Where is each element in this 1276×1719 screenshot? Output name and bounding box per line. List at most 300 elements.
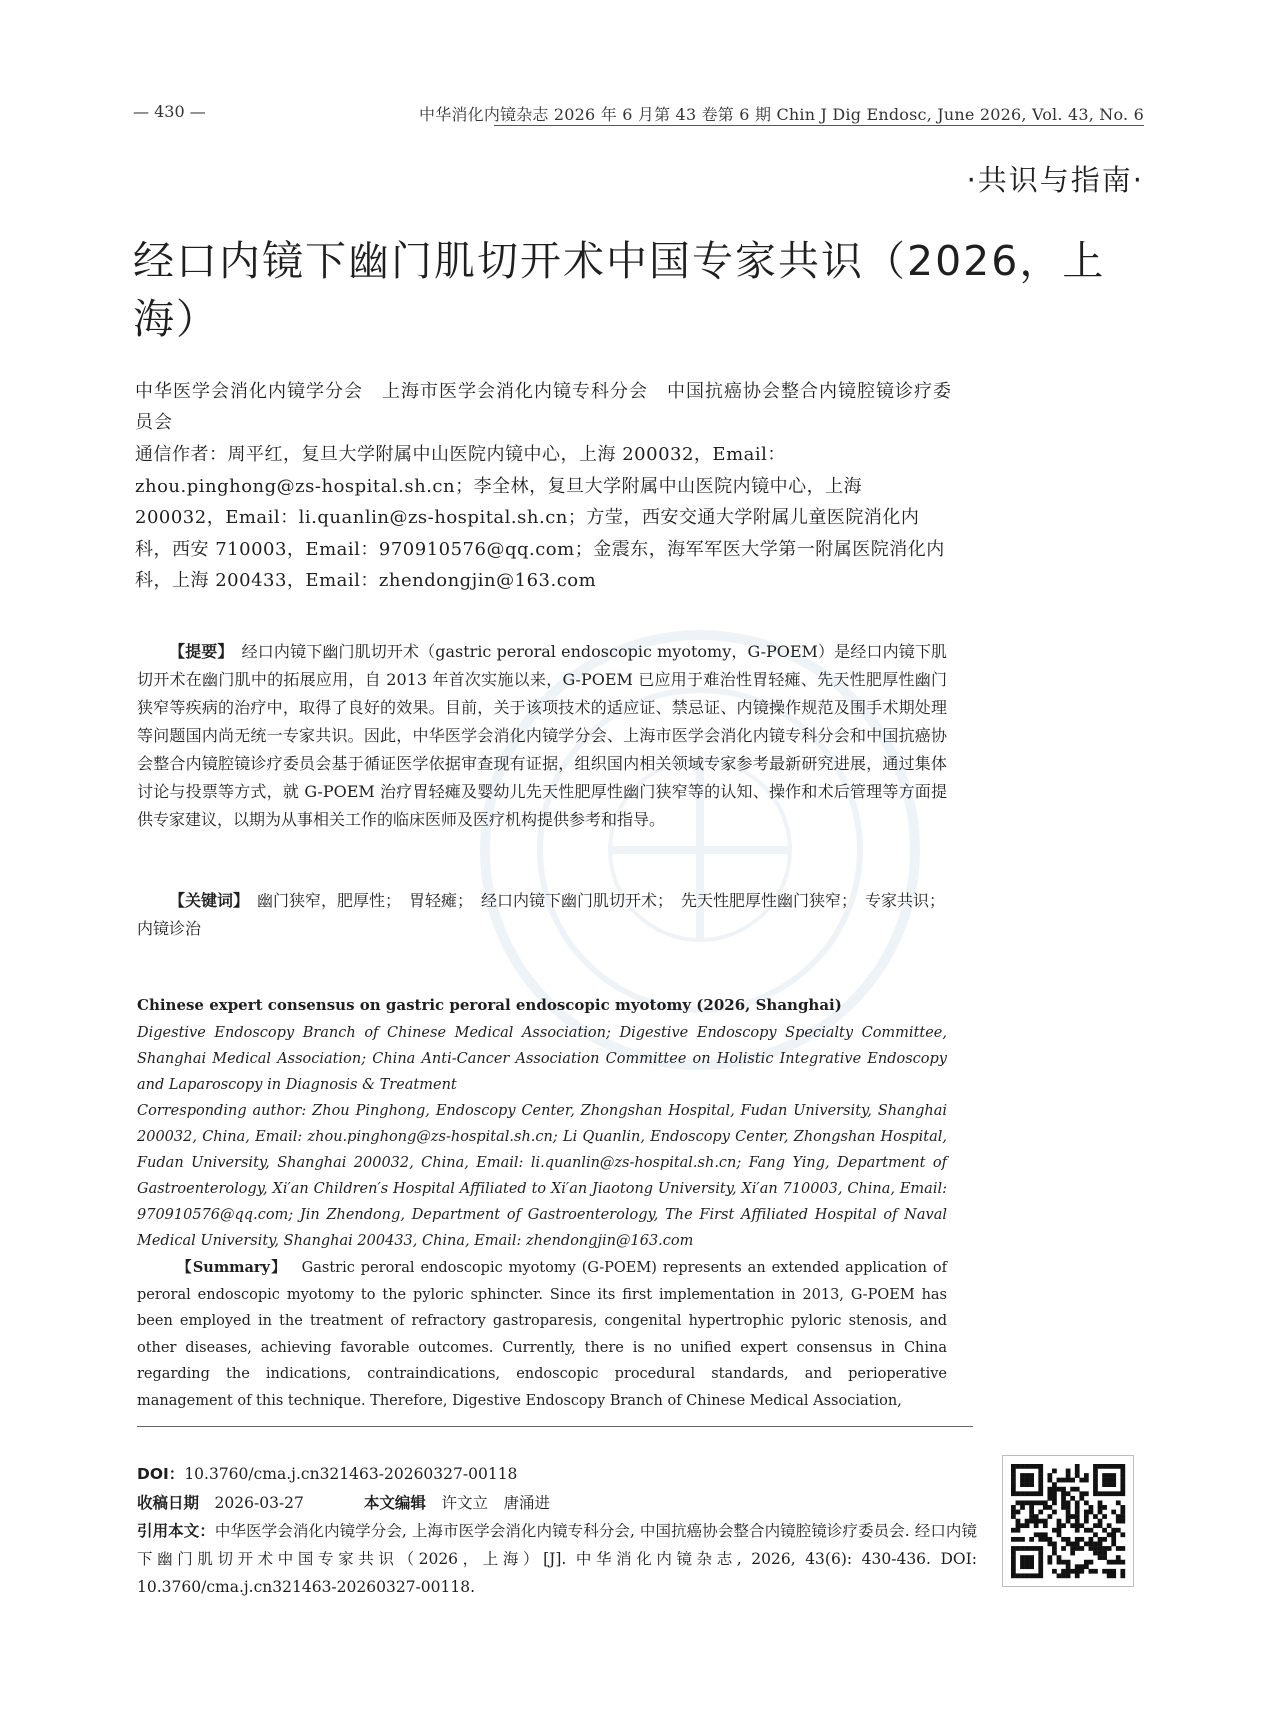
qr-module [1020,1537,1025,1542]
qr-module [1116,1514,1121,1519]
qr-module [1111,1537,1116,1542]
qr-module [1057,1573,1062,1578]
qr-module [1057,1560,1062,1565]
qr-module [1102,1546,1107,1551]
qr-module [1061,1569,1066,1574]
qr-module [1107,1473,1112,1478]
qr-module [1079,1546,1084,1551]
qr-module [1120,1478,1125,1483]
qr-module [1047,1537,1052,1542]
qr-module [1038,1487,1043,1492]
qr-module [1070,1551,1075,1556]
qr-module [1047,1514,1052,1519]
qr-module [1098,1523,1103,1528]
qr-module [1025,1464,1030,1469]
qr-module [1075,1573,1080,1578]
qr-module [1029,1537,1034,1542]
qr-module [1066,1510,1071,1515]
chinese-abstract [137,638,947,834]
qr-module [1047,1496,1052,1501]
qr-module [1029,1473,1034,1478]
qr-module [1111,1510,1116,1515]
qr-module [1070,1514,1075,1519]
qr-module [1052,1487,1057,1492]
qr-module [1052,1528,1057,1533]
qr-module [1070,1569,1075,1574]
qr-module [1111,1560,1116,1565]
qr-module [1075,1546,1080,1551]
summary-text: Gastric peroral endoscopic myotomy (G-POEM) represents an extended application of peroral endoscopic myotomy to the pyloric sphincter. Since its first implementation in 2013, G-POEM has been employed in the treatment of refractory gastroparesis, congenital hypertrophic pyloric stenosis, and other diseases, achieving favorable outcomes. Currently, there is no unified expert consensus in China regarding the indications, contraindications, endoscopic procedural standards, and perioperative management of this technique. Therefore, Digestive Endoscopy Branch of Chinese Medical Association, [137,1260,947,1409]
qr-module [1093,1491,1098,1496]
qr-module [1011,1469,1016,1474]
qr-module [1025,1519,1030,1524]
qr-module [1089,1505,1094,1510]
qr-module [1025,1500,1030,1505]
qr-module [1061,1537,1066,1542]
qr-module [1075,1500,1080,1505]
qr-module [1038,1564,1043,1569]
qr-module [1034,1573,1039,1578]
qr-module [1061,1523,1066,1528]
qr-module [1057,1528,1062,1533]
qr-module [1111,1569,1116,1574]
qr-module [1079,1478,1084,1483]
header-rule [494,125,1144,126]
qr-module [1047,1555,1052,1560]
qr-module [1098,1551,1103,1556]
qr-module [1029,1510,1034,1515]
qr-module [1025,1478,1030,1483]
qr-module [1038,1491,1043,1496]
qr-module [1070,1478,1075,1483]
qr-module [1038,1500,1043,1505]
received-editor-line [137,1489,987,1517]
qr-module [1116,1519,1121,1524]
qr-module [1084,1542,1089,1547]
qr-module [1084,1560,1089,1565]
qr-module [1011,1551,1016,1556]
abstract-text: 经口内镜下幽门肌切开术（gastric peroral endoscopic myotomy，G-POEM）是经口内镜下肌切开术在幽门肌中的拓展应用，自 2013 年首次实施以来，G-POEM 已应用于难治性胃轻瘫、先天性肥厚性幽门狭窄等疾病的治疗中，取得了良好的效果。目前，关于该项技术的适应证、禁忌证、内镜操作规范及围手术期处理等问题国内尚无统一专家共识。因此，中华医学会消化内镜学分会、上海市医学会消化内镜专科分会和中国抗癌协会整合内镜腔镜诊疗委员会基于循证医学依据审查现有证据，组织国内相关领域专家参考最新研究进展，通过集体讨论与投票等方式，就 G-POEM 治疗胃轻瘫及婴幼儿先天性肥厚性幽门狭窄等的认知、操作和术后管理等方面提供专家建议，以期为从事相关工作的临床医师及医疗机构提供参考和指导。 [137,642,947,829]
qr-module [1066,1478,1071,1483]
qr-module [1098,1500,1103,1505]
qr-module [1020,1500,1025,1505]
qr-module [1066,1500,1071,1505]
qr-module [1043,1523,1048,1528]
qr-module [1011,1491,1016,1496]
qr-module [1052,1551,1057,1556]
qr-module [1107,1573,1112,1578]
qr-module [1120,1473,1125,1478]
qr-module [1029,1505,1034,1510]
qr-module [1089,1537,1094,1542]
qr-module [1029,1491,1034,1496]
qr-module [1075,1487,1080,1492]
qr-module [1038,1560,1043,1565]
qr-module [1011,1564,1016,1569]
qr-code-icon[interactable] [1002,1455,1134,1587]
qr-module [1029,1500,1034,1505]
qr-module [1111,1528,1116,1533]
qr-module [1089,1569,1094,1574]
qr-module [1025,1560,1030,1565]
qr-module [1047,1542,1052,1547]
qr-module [1029,1514,1034,1519]
qr-module [1066,1469,1071,1474]
qr-module [1034,1464,1039,1469]
doi-line [137,1460,987,1488]
qr-module [1011,1478,1016,1483]
qr-module [1061,1478,1066,1483]
qr-module [1011,1482,1016,1487]
qr-module [1089,1546,1094,1551]
qr-module [1084,1473,1089,1478]
abstract-label: 【提要】 [169,642,226,661]
qr-module [1089,1528,1094,1533]
qr-module [1025,1555,1030,1560]
qr-module [1120,1505,1125,1510]
qr-module [1047,1487,1052,1492]
qr-module [1047,1560,1052,1565]
qr-module [1070,1523,1075,1528]
qr-module [1120,1569,1125,1574]
qr-module [1102,1551,1107,1556]
qr-module [1020,1473,1025,1478]
qr-module [1052,1542,1057,1547]
qr-module [1098,1542,1103,1547]
qr-module [1111,1491,1116,1496]
qr-module [1098,1519,1103,1524]
qr-module [1084,1514,1089,1519]
qr-module [1034,1491,1039,1496]
qr-module [1029,1555,1034,1560]
qr-module [1098,1537,1103,1542]
qr-module [1102,1473,1107,1478]
qr-module [1034,1500,1039,1505]
qr-module [1052,1491,1057,1496]
qr-module [1052,1510,1057,1515]
qr-module [1066,1569,1071,1574]
qr-module [1116,1528,1121,1533]
qr-module [1043,1505,1048,1510]
qr-module [1120,1573,1125,1578]
qr-module [1011,1537,1016,1542]
english-summary [137,1255,947,1414]
qr-module [1107,1478,1112,1483]
qr-module [1079,1564,1084,1569]
qr-module [1029,1560,1034,1565]
qr-module [1075,1473,1080,1478]
qr-module [1034,1514,1039,1519]
footnote-rule [137,1426,973,1427]
qr-module [1098,1546,1103,1551]
qr-module [1107,1523,1112,1528]
qr-module [1102,1555,1107,1560]
qr-module [1057,1487,1062,1492]
editor-label: 本文编辑 [363,1494,426,1512]
qr-module [1079,1491,1084,1496]
qr-module [1020,1573,1025,1578]
qr-module [1052,1469,1057,1474]
qr-module [1061,1573,1066,1578]
qr-module [1016,1546,1021,1551]
qr-module [1084,1500,1089,1505]
qr-module [1025,1573,1030,1578]
qr-module [1075,1569,1080,1574]
qr-module [1116,1555,1121,1560]
qr-module [1029,1546,1034,1551]
qr-module [1025,1564,1030,1569]
qr-module [1020,1505,1025,1510]
doi-label: DOI： [137,1465,185,1483]
qr-module [1093,1532,1098,1537]
qr-module [1038,1519,1043,1524]
keywords-text: 幽门狭窄，肥厚性； 胃轻瘫； 经口内镜下幽门肌切开术； 先天性肥厚性幽门狭窄； 专家共识； 内镜诊治 [137,891,954,938]
qr-module [1093,1569,1098,1574]
qr-module [1052,1546,1057,1551]
qr-module [1052,1500,1057,1505]
qr-module [1070,1546,1075,1551]
english-affiliations: Digestive Endoscopy Branch of Chinese Medical Association; Digestive Endoscopy Specialty Committee, Shanghai Medical Association; China Anti-Cancer Association Committee on Holistic Integrative Endoscopy and Laparoscopy in Diagnosis & Treatment [137,1025,947,1093]
qr-module [1107,1560,1112,1565]
qr-module [1011,1473,1016,1478]
qr-module [1034,1546,1039,1551]
qr-module [1079,1537,1084,1542]
qr-module [1084,1519,1089,1524]
qr-module [1011,1514,1016,1519]
qr-module [1098,1464,1103,1469]
qr-module [1025,1473,1030,1478]
qr-module [1025,1523,1030,1528]
qr-module [1011,1510,1016,1515]
qr-module [1047,1473,1052,1478]
qr-module [1116,1500,1121,1505]
qr-module [1025,1546,1030,1551]
qr-module [1011,1546,1016,1551]
qr-module [1089,1560,1094,1565]
qr-module [1075,1519,1080,1524]
qr-module [1061,1505,1066,1510]
qr-module [1029,1564,1034,1569]
qr-module [1102,1491,1107,1496]
qr-module [1111,1482,1116,1487]
qr-module [1011,1555,1016,1560]
qr-module [1066,1542,1071,1547]
editor-names: 许文立 唐涌进 [441,1494,550,1512]
qr-module [1047,1478,1052,1483]
qr-module [1016,1528,1021,1533]
qr-module [1102,1569,1107,1574]
qr-module [1079,1496,1084,1501]
qr-module [1116,1546,1121,1551]
qr-module [1043,1500,1048,1505]
qr-module [1016,1464,1021,1469]
qr-module [1061,1491,1066,1496]
article-title: 经口内镜下幽门肌切开术中国专家共识（2026，上海） [133,237,1106,343]
qr-module [1120,1487,1125,1492]
qr-module [1089,1542,1094,1547]
qr-module [1038,1551,1043,1556]
received-date: 2026-03-27 [214,1494,304,1512]
qr-module [1107,1482,1112,1487]
qr-module [1066,1560,1071,1565]
qr-module [1111,1473,1116,1478]
summary-label: 【Summary】 [177,1259,280,1276]
qr-module [1102,1528,1107,1533]
qr-module [1070,1487,1075,1492]
cite-label: 引用本文： [137,1522,215,1540]
qr-module [1029,1464,1034,1469]
english-title: Chinese expert consensus on gastric peroral endoscopic myotomy (2026, Shanghai) [137,996,842,1014]
qr-module [1075,1523,1080,1528]
qr-module [1120,1514,1125,1519]
qr-module [1066,1491,1071,1496]
qr-module [1111,1464,1116,1469]
qr-module [1057,1555,1062,1560]
qr-module [1038,1469,1043,1474]
qr-module [1016,1510,1021,1515]
qr-module [1016,1500,1021,1505]
qr-module [1038,1569,1043,1574]
qr-module [1093,1464,1098,1469]
doi-value[interactable]: 10.3760/cma.j.cn321463-20260327-00118 [184,1465,518,1483]
qr-module [1093,1542,1098,1547]
qr-module [1020,1555,1025,1560]
qr-module [1011,1573,1016,1578]
qr-module [1098,1555,1103,1560]
qr-module [1070,1496,1075,1501]
section-label: ·共识与指南· [966,163,1144,197]
qr-module [1043,1519,1048,1524]
qr-module [1093,1546,1098,1551]
qr-module [1066,1573,1071,1578]
english-corresponding-authors: Corresponding author: Zhou Pinghong, Endoscopy Center, Zhongshan Hospital, Fudan University, Shanghai 200032, China, Email: zhou.pinghong@zs-hospital.sh.cn; Li Quanlin, Endoscopy Center, Zhongshan Hospital, Fudan University, Shanghai 200032, China, Email: li.quanlin@zs-hospital.sh.cn; Fang Ying, Department of Gastroenterology, Xi′an Children′s Hospital Affiliated to Xi′an Jiaotong University, Xi′an 710003, China, Email: 970910576@qq.com; Jin Zhendong, Department of Gastroenterology, The First Affiliated Hospital of Naval Medical University, Shanghai 200433, China, Email: zhendongjin@163.com [137,1103,947,1249]
qr-module [1038,1464,1043,1469]
qr-module [1120,1464,1125,1469]
qr-module [1016,1573,1021,1578]
qr-module [1020,1482,1025,1487]
qr-module [1025,1482,1030,1487]
qr-module [1016,1523,1021,1528]
qr-module [1016,1491,1021,1496]
qr-module [1025,1491,1030,1496]
cite-text: 中华医学会消化内镜学分会, 上海市医学会消化内镜专科分会, 中国抗癌协会整合内镜腔镜诊疗委员会. 经口内镜下幽门肌切开术中国专家共识（2026，上海）[J]. 中华消化内镜杂志, 2026, 43(6): 430-436. DOI: 10.3760/cma.j.cn321463-20260327-00118. [137,1522,977,1596]
qr-module [1120,1560,1125,1565]
qr-module [1066,1514,1071,1519]
qr-module [1120,1491,1125,1496]
qr-module [1075,1537,1080,1542]
qr-module [1052,1496,1057,1501]
qr-module [1107,1569,1112,1574]
qr-module [1011,1464,1016,1469]
qr-module [1011,1505,1016,1510]
qr-module [1102,1514,1107,1519]
qr-module [1020,1464,1025,1469]
qr-module [1093,1523,1098,1528]
qr-module [1120,1532,1125,1537]
qr-module [1047,1491,1052,1496]
qr-module [1084,1564,1089,1569]
qr-module [1111,1478,1116,1483]
qr-module [1020,1560,1025,1565]
qr-module [1120,1510,1125,1515]
qr-module [1084,1478,1089,1483]
qr-module [1093,1514,1098,1519]
page-number: — 430 — [133,102,206,121]
qr-module [1043,1532,1048,1537]
qr-module [1093,1473,1098,1478]
qr-module [1107,1464,1112,1469]
qr-module [1102,1537,1107,1542]
qr-module [1038,1546,1043,1551]
qr-module [1093,1478,1098,1483]
qr-module [1034,1523,1039,1528]
qr-module [1061,1500,1066,1505]
qr-module [1102,1482,1107,1487]
qr-module [1116,1464,1121,1469]
qr-module [1098,1510,1103,1515]
qr-module [1111,1573,1116,1578]
keywords-label: 【关键词】 [169,891,242,910]
qr-module [1066,1564,1071,1569]
qr-module [1084,1491,1089,1496]
qr-module [1075,1469,1080,1474]
qr-module [1084,1528,1089,1533]
qr-module [1047,1505,1052,1510]
qr-module [1020,1491,1025,1496]
qr-module [1016,1537,1021,1542]
qr-module [1061,1560,1066,1565]
qr-module [1084,1510,1089,1515]
qr-module [1093,1482,1098,1487]
qr-module [1066,1537,1071,1542]
qr-module [1043,1537,1048,1542]
qr-module [1120,1469,1125,1474]
qr-module [1111,1532,1116,1537]
qr-module [1120,1482,1125,1487]
qr-module [1029,1519,1034,1524]
qr-module [1102,1505,1107,1510]
qr-module [1093,1551,1098,1556]
qr-module [1075,1564,1080,1569]
qr-module [1029,1478,1034,1483]
qr-module [1052,1482,1057,1487]
qr-module [1029,1573,1034,1578]
qr-module [1020,1478,1025,1483]
qr-module [1038,1473,1043,1478]
qr-module [1120,1546,1125,1551]
qr-module [1111,1542,1116,1547]
qr-module [1034,1519,1039,1524]
qr-module [1038,1537,1043,1542]
qr-module [1107,1546,1112,1551]
corresponding-authors: 通信作者：周平红，复旦大学附属中山医院内镜中心，上海 200032，Email：zhou.pinghong@zs-hospital.sh.cn；李全林，复旦大学附属中山医院内镜中心，上海 200032，Email：li.quanlin@zs-hospital.sh.cn；方莹，西安交通大学附属儿童医院消化内科，西安 710003，Email：970910576@qq.com；金震东，海军军医大学第一附属医院消化内科，上海 200433，Email：zhendongjin@163.com [135,444,945,591]
qr-module [1075,1542,1080,1547]
qr-module [1029,1482,1034,1487]
qr-module [1107,1532,1112,1537]
qr-module [1011,1528,1016,1533]
qr-module [1057,1478,1062,1483]
qr-module [1066,1519,1071,1524]
qr-module [1102,1478,1107,1483]
qr-module [1116,1560,1121,1565]
author-organizations: 中华医学会消化内镜学分会 上海市医学会消化内镜专科分会 中国抗癌协会整合内镜腔镜诊疗委员会 [135,381,952,433]
journal-running-header: 中华消化内镜杂志 2026 年 6 月第 43 卷第 6 期 Chin J Dig Endosc, June 2026, Vol. 43, No. 6 [419,105,1144,124]
qr-module [1120,1519,1125,1524]
qr-module [1038,1555,1043,1560]
qr-module [1038,1510,1043,1515]
qr-module [1075,1505,1080,1510]
citation-line [137,1517,977,1601]
